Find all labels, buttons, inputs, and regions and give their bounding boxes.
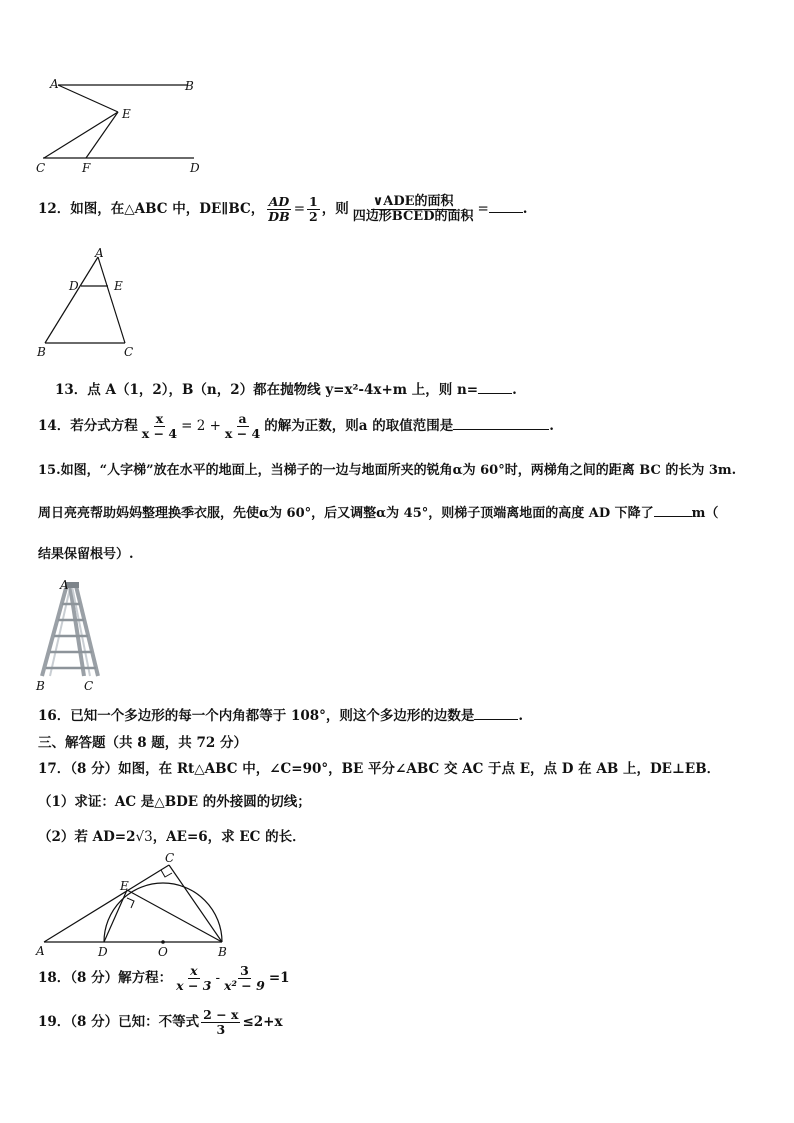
question-18: 18．（8 分）解方程： $\frac{x}{x - 3}$ - $\frac{3}{\text{x² − 9}}$ =1: [38, 963, 290, 993]
fraction-a-over-x-4: $\frac{a}{x - 4}$: [224, 411, 261, 441]
question-12: 12．如图，在△ABC 中，DE∥BC， $\frac{AD}{DB}$ = $\frac{1}{2}$ ，则 $\frac{\text{∨ADE的面积}}{\text{四边形BCED的面积}}$ = .: [38, 194, 528, 224]
label-C: C: [84, 679, 94, 693]
label-D: D: [69, 279, 79, 293]
question-19: 19．（8 分）已知：不等式 $\frac{2 - x}{3}$ ≤2+x: [38, 1007, 283, 1037]
label-B: B: [185, 79, 194, 93]
label-C: C: [165, 852, 175, 865]
label-A: A: [60, 578, 69, 592]
label-D: D: [98, 945, 108, 959]
label-A: A: [50, 77, 59, 91]
label-F: F: [82, 161, 91, 175]
fraction-area-ratio: $\frac{\text{∨ADE的面积}}{\text{四边形BCED的面积}}$: [352, 194, 474, 224]
question-15-line1: 15.如图，“人字梯”放在水平的地面上，当梯子的一边与地面所夹的锐角α为 60°时，两梯角之间的距离 BC 的长为 3m.: [38, 463, 737, 478]
answer-blank-12: [489, 200, 523, 213]
fraction-2-x-over-3: $\frac{2 - x}{3}$: [203, 1007, 239, 1037]
label-C: C: [36, 161, 46, 175]
label-B: B: [218, 945, 227, 959]
answer-blank-16: [474, 707, 518, 720]
label-B: B: [37, 345, 46, 359]
fraction-ad-db: $\frac{AD}{DB}$: [268, 194, 290, 224]
answer-blank-13: [478, 381, 512, 394]
label-O: O: [158, 945, 168, 959]
fraction-x-over-x-3: $\frac{x}{x - 3}$: [176, 963, 212, 993]
figure-right-triangle-circle: [32, 852, 242, 964]
label-A: A: [36, 944, 45, 958]
answer-blank-15: [654, 504, 692, 517]
fraction-x-over-x-4: $\frac{x}{x - 4}$: [141, 411, 178, 441]
answer-blank-14: [453, 417, 549, 430]
question-14: 14．若分式方程 $\frac{x}{x - 4}$ = 2 + $\frac{a}{x - 4}$ 的解为正数，则a 的取值范围是 .: [38, 411, 554, 441]
question-16: 16．已知一个多边形的每一个内角都等于 108°，则这个多边形的边数是 .: [38, 708, 524, 724]
fraction-3-over-x2-9: $\frac{3}{\text{x² − 9}}$: [224, 963, 265, 993]
section-title: 三、解答题（共 8 题，共 72 分）: [38, 735, 247, 751]
question-17-line2: （1）求证：AC 是△BDE 的外接圆的切线；: [38, 794, 311, 810]
label-E: E: [122, 107, 131, 121]
question-15-line2: 周日亮亮帮助妈妈整理换季衣服，先使α为 60°，后又调整α为 45°，则梯子顶端离地面的高度 AD 下降了 m（: [38, 506, 719, 521]
label-E: E: [120, 879, 129, 893]
figure-ladder: [32, 576, 112, 696]
label-B: B: [36, 679, 45, 693]
label-C: C: [124, 345, 134, 359]
label-D: D: [190, 161, 200, 175]
question-17-line3: （2）若 AD=2√3，AE=6，求 EC 的长．: [38, 829, 306, 845]
figure-parallel-lines: [32, 72, 212, 182]
label-E: E: [114, 279, 123, 293]
question-17-line1: 17．（8 分）如图，在 Rt△ABC 中，∠C=90°，BE 平分∠ABC 交 AC 于点 E，点 D 在 AB 上，DE⊥EB．: [38, 761, 721, 777]
label-A: A: [95, 247, 104, 260]
figure-triangle-de-bc: [32, 247, 142, 362]
fraction-one-half: $\frac{1}{2}$: [309, 194, 318, 224]
question-13: 13．点 A（1，2），B（n，2）都在抛物线 y=x²-4x+m 上，则 n= .: [55, 382, 517, 398]
question-15-line3: 结果保留根号）.: [38, 547, 134, 562]
